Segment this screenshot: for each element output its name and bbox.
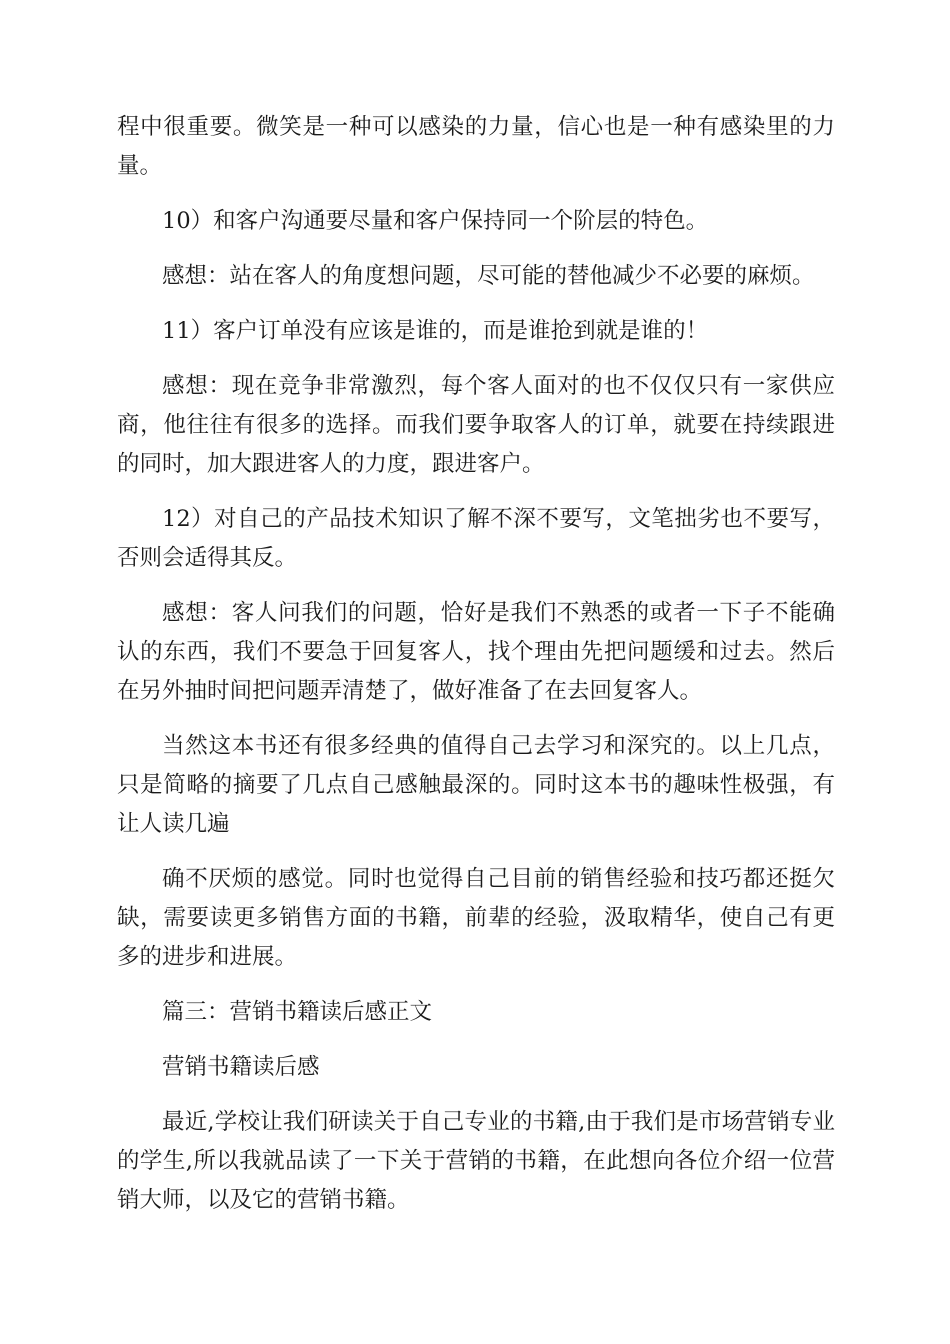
- document-page: [117, 108, 835, 1236]
- paragraph: 程中很重要。微笑是一种可以感染的力量，信心也是一种有感染里的力量。: [117, 114, 835, 179]
- paragraph: 感想：站在客人的角度想问题，尽可能的替他减少不必要的麻烦。: [162, 263, 815, 289]
- paragraph: 10）和客户沟通要尽量和客户保持同一个阶层的特色。: [162, 208, 709, 234]
- paragraph: 当然这本书还有很多经典的值得自己去学习和深究的。以上几点，只是简略的摘要了几点自己感触最深的。同时这本书的趣味性极强，有让人读几遍: [117, 733, 835, 837]
- paragraph: 最近,学校让我们研读关于自己专业的书籍,由于我们是市场营销专业的学生,所以我就品读了一下关于营销的书籍，在此想向各位介绍一位营销大师，以及它的营销书籍。: [117, 1109, 835, 1213]
- paragraph: 11）客户订单没有应该是谁的，而是谁抢到就是谁的！: [162, 318, 709, 344]
- section-heading: 篇三：营销书籍读后感正文: [162, 999, 433, 1025]
- paragraph: 感想：现在竞争非常激烈，每个客人面对的也不仅仅只有一家供应商，他往往有很多的选择。而我们要争取客人的订单，就要在持续跟进的同时，加大跟进客人的力度，跟进客户。: [117, 373, 835, 477]
- paragraph: 感想：客人问我们的问题，恰好是我们不熟悉的或者一下子不能确认的东西，我们不要急于回复客人，找个理由先把问题缓和过去。然后在另外抽时间把问题弄清楚了，做好准备了在去回复客人。: [117, 600, 835, 704]
- paragraph: 确不厌烦的感觉。同时也觉得自己目前的销售经验和技巧都还挺欠缺，需要读更多销售方面的书籍，前辈的经验，汲取精华，使自己有更多的进步和进展。: [117, 866, 835, 970]
- article-title: 营销书籍读后感: [162, 1054, 320, 1080]
- paragraph: 12）对自己的产品技术知识了解不深不要写，文笔拙劣也不要写，否则会适得其反。: [117, 506, 835, 571]
